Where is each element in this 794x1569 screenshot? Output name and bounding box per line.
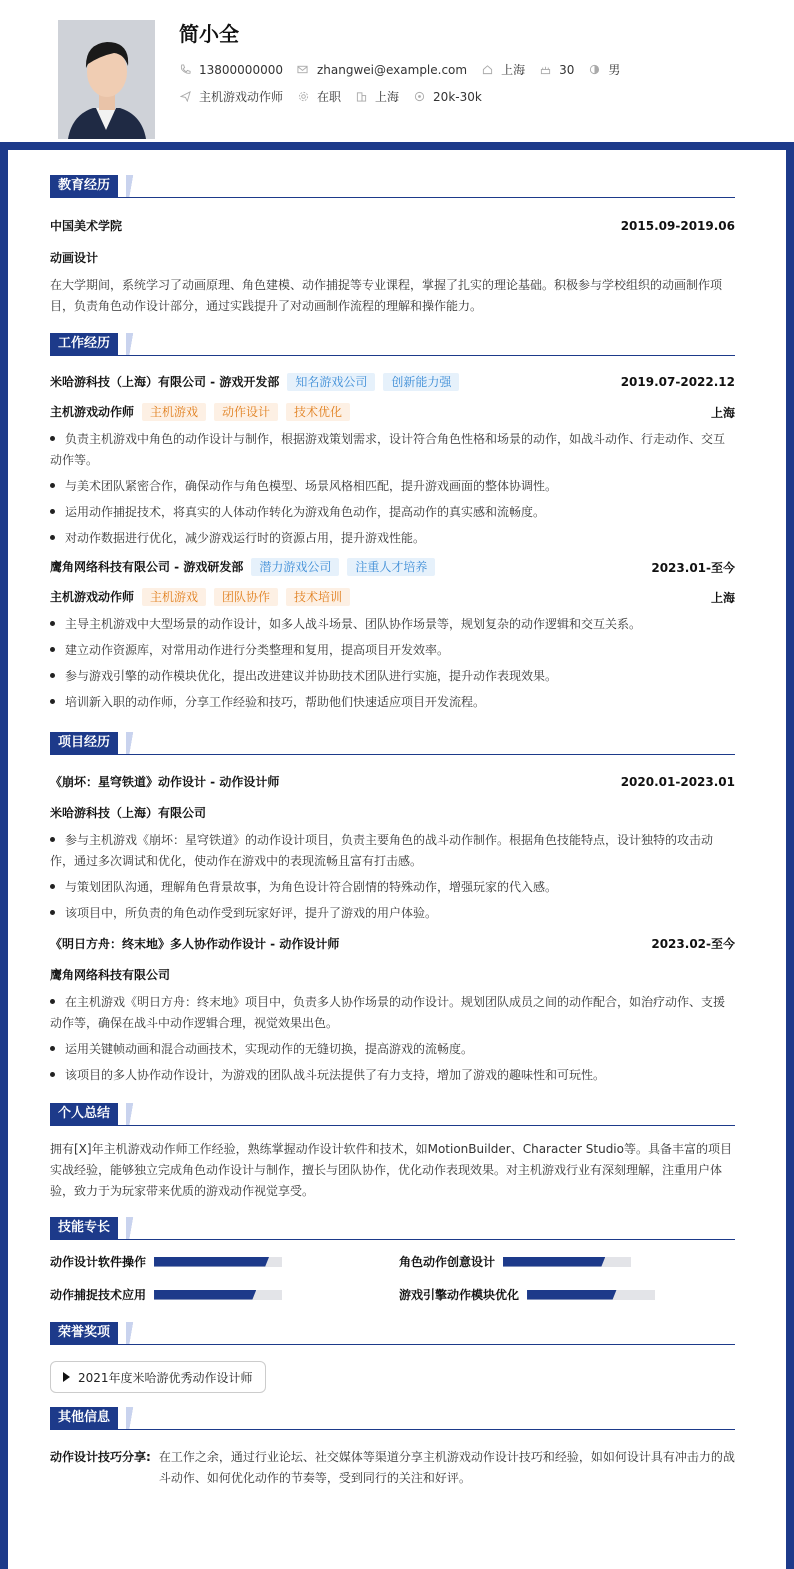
- role-tag: 技术培训: [286, 588, 350, 606]
- skill-item: [399, 1286, 735, 1303]
- status-text: 在职: [317, 90, 342, 104]
- company-tag: 创新能力强: [383, 373, 459, 391]
- honors-list: [50, 1361, 735, 1393]
- gender-icon: [588, 64, 600, 76]
- skill-item: [50, 1286, 399, 1303]
- company-name: 米哈游科技（上海）有限公司 - 游戏开发部: [50, 375, 280, 389]
- education-period: 2015.09-2019.06: [620, 218, 735, 233]
- project-title: 《崩坏：星穹铁道》动作设计 - 动作设计师: [50, 775, 280, 789]
- email-info: [297, 63, 467, 77]
- resume-header: [0, 0, 794, 150]
- list-item: 该项目中，所负责的角色动作受到玩家好评，提升了游戏的用户体验。: [50, 903, 735, 924]
- project-company: 米哈游科技（上海）有限公司: [50, 806, 207, 820]
- list-item: 运用关键帧动画和混合动画技术，实现动作的无缝切换，提高游戏的流畅度。: [50, 1039, 735, 1060]
- skills-section-title: [50, 1218, 735, 1240]
- company-tag: 注重人才培养: [347, 558, 435, 576]
- list-item: 对动作数据进行优化，减少游戏运行时的资源占用，提升游戏性能。: [50, 528, 735, 549]
- work-entry-header: [50, 373, 735, 391]
- list-item: 在主机游戏《明日方舟：终末地》项目中，负责多人协作场景的动作设计。规划团队成员之间的动作配合，如治疗动作、支援动作等，确保在战斗中动作逻辑合理，视觉效果出色。: [50, 995, 726, 1030]
- work-period: 2023.01-至今: [651, 560, 735, 575]
- education-title-label: 教育经历: [50, 175, 118, 197]
- target-city-info: [355, 88, 399, 105]
- honors-section-title: [50, 1323, 735, 1345]
- title-decoration: [126, 1407, 140, 1429]
- project-company: 鹰角网络科技有限公司: [50, 968, 171, 982]
- skill-item: [50, 1253, 399, 1270]
- other-section-title: [50, 1408, 735, 1430]
- work-location: 上海: [710, 405, 735, 420]
- summary-section-title: [50, 1104, 735, 1126]
- skill-bar-fill: [503, 1257, 605, 1267]
- building-icon: [355, 91, 367, 103]
- status-info: [297, 88, 341, 105]
- project-bullets: [50, 830, 735, 924]
- list-item: 参与游戏引擎的动作模块优化，提出改进建议并协助技术团队进行实施，提升动作表现效果。: [50, 666, 735, 687]
- skill-bar-fill: [154, 1257, 269, 1267]
- other-info-row: [50, 1447, 735, 1489]
- list-item: 与美术团队紧密合作，确保动作与角色模型、场景风格相匹配，提升游戏画面的整体协调性。: [50, 476, 735, 497]
- honors-title-label: 荣誉奖项: [50, 1322, 118, 1344]
- coin-icon: [413, 91, 425, 103]
- skill-bar: [154, 1257, 282, 1267]
- role-tag: 团队协作: [214, 588, 278, 606]
- list-item: 负责主机游戏中角色的动作设计与制作，根据游戏策划需求，设计符合角色性格和场景的动作，如战斗动作、行走动作、交互动作等。: [50, 432, 726, 467]
- company-line: [50, 373, 459, 391]
- gear-icon: [297, 91, 309, 103]
- education-section-title: [50, 176, 735, 198]
- work-section-title: [50, 334, 735, 356]
- skill-name: 动作捕捉技术应用: [50, 1288, 147, 1302]
- play-icon: [63, 1372, 70, 1382]
- city-info: [481, 61, 525, 78]
- target-city-text: 上海: [375, 90, 400, 104]
- skills-title-label: 技能专长: [50, 1217, 118, 1239]
- candidate-name: 简小全: [179, 22, 239, 46]
- education-header: [50, 217, 735, 234]
- list-item: 建立动作资源库，对常用动作进行分类整理和复用，提高项目开发效率。: [50, 640, 735, 661]
- work-location: 上海: [710, 590, 735, 605]
- portrait-image: [58, 20, 155, 139]
- skill-bar-fill: [527, 1290, 617, 1300]
- skill-item: [399, 1253, 735, 1270]
- position-info: [179, 88, 283, 105]
- title-decoration: [126, 1217, 140, 1239]
- contact-row: [179, 61, 634, 78]
- title-decoration: [126, 732, 140, 754]
- phone-text: 13800000000: [199, 62, 283, 77]
- email-text: zhangwei@example.com: [316, 62, 468, 77]
- projects-section-title: [50, 733, 735, 755]
- skill-bar: [527, 1290, 655, 1300]
- company-line: [50, 558, 435, 576]
- work-role-line: [50, 403, 735, 421]
- send-icon: [179, 91, 191, 103]
- award-item: [50, 1361, 266, 1393]
- title-decoration: [126, 175, 140, 197]
- project-header: [50, 773, 735, 790]
- projects-title-label: 项目经历: [50, 732, 118, 754]
- award-text: 2021年度米哈游优秀动作设计师: [78, 1370, 253, 1385]
- project-bullets: [50, 992, 735, 1086]
- phone-info: [179, 63, 283, 77]
- work-entry: [50, 373, 735, 549]
- skill-bar-fill: [154, 1290, 256, 1300]
- role-name: 主机游戏动作师: [50, 590, 135, 604]
- cake-icon: [539, 64, 551, 76]
- work-role-line: [50, 588, 735, 606]
- role-tag: 动作设计: [214, 403, 278, 421]
- work-bullets: [50, 614, 735, 713]
- list-item: 该项目的多人协作动作设计，为游戏的团队战斗玩法提供了有力支持，增加了游戏的趣味性和可玩性。: [50, 1065, 735, 1086]
- phone-icon: [179, 64, 191, 76]
- company-tag: 知名游戏公司: [287, 373, 375, 391]
- title-decoration: [126, 333, 140, 355]
- list-item: 与策划团队沟通，理解角色背景故事，为角色设计符合剧情的特殊动作，增强玩家的代入感。: [50, 877, 735, 898]
- gender-text: 男: [608, 63, 621, 77]
- education-description: 在大学期间，系统学习了动画原理、角色建模、动作捕捉等专业课程，掌握了扎实的理论基础。积极参与学校组织的动画制作项目，负责角色动作设计部分，通过实践提升了对动画制作流程的理解和操作能力。: [50, 278, 723, 313]
- title-decoration: [126, 1103, 140, 1125]
- list-item: 参与主机游戏《崩坏：星穹铁道》的动作设计项目，负责主要角色的战斗动作制作。根据角色技能特点，设计独特的攻击动作，通过多次调试和优化，使动作在游戏中的表现流畅且富有打击感。: [50, 833, 714, 868]
- role-line: [50, 588, 350, 606]
- role-line: [50, 403, 350, 421]
- role-tag: 主机游戏: [142, 403, 206, 421]
- title-decoration: [126, 1322, 140, 1344]
- other-info-key: 动作设计技巧分享:: [50, 1450, 151, 1464]
- company-name: 鹰角网络科技有限公司 - 游戏研发部: [50, 560, 244, 574]
- gender-info: [588, 61, 620, 78]
- list-item: 主导主机游戏中大型场景的动作设计，如多人战斗场景、团队协作场景等，规划复杂的动作逻辑和交互关系。: [50, 614, 735, 635]
- city-text: 上海: [501, 63, 526, 77]
- salary-text: 20k-30k: [433, 89, 482, 104]
- skill-bar: [154, 1290, 282, 1300]
- mail-icon: [297, 64, 309, 76]
- project-period: 2023.02-至今: [651, 937, 735, 951]
- company-tag: 潜力游戏公司: [251, 558, 339, 576]
- project-entry: [50, 773, 735, 924]
- project-title: 《明日方舟：终末地》多人协作动作设计 - 动作设计师: [50, 937, 340, 951]
- list-item: 运用动作捕捉技术，将真实的人体动作转化为游戏角色动作，提高动作的真实感和流畅度。: [50, 502, 735, 523]
- skill-name: 动作设计软件操作: [50, 1255, 147, 1269]
- role-name: 主机游戏动作师: [50, 405, 135, 419]
- summary-text: 拥有[X]年主机游戏动作师工作经验，熟练掌握动作设计软件和技术，如MotionBuilder、Character Studio等。具备丰富的项目实战经验，能够独立完成角色动作设计与制作，擅长与团队协作，优化动作表现效果。对主机游戏行业有深刻理解，注重用户体验，致力于为玩家带来优质的游戏动作视觉享受。: [50, 1142, 732, 1198]
- work-entry-header: [50, 558, 735, 576]
- skill-name: 游戏引擎动作模块优化: [399, 1288, 520, 1302]
- project-entry: [50, 935, 735, 1086]
- work-period: 2019.07-2022.12: [620, 375, 735, 389]
- skills-grid: [50, 1253, 735, 1303]
- project-header: [50, 935, 735, 952]
- project-period: 2020.01-2023.01: [620, 774, 735, 789]
- age-text: 30: [559, 62, 575, 77]
- work-entry: [50, 558, 735, 713]
- profile-photo: [58, 20, 155, 139]
- work-title-label: 工作经历: [50, 333, 118, 355]
- role-tag: 技术优化: [286, 403, 350, 421]
- list-item: 培训新入职的动作师，分享工作经验和技巧，帮助他们快速适应项目开发流程。: [50, 692, 735, 713]
- summary-title-label: 个人总结: [50, 1103, 118, 1125]
- work-bullets: [50, 429, 735, 549]
- role-tag: 主机游戏: [142, 588, 206, 606]
- other-title-label: 其他信息: [50, 1407, 118, 1429]
- skill-name: 角色动作创意设计: [399, 1255, 496, 1269]
- skill-bar: [503, 1257, 631, 1267]
- school-name: 中国美术学院: [50, 219, 123, 233]
- salary-info: [413, 90, 482, 104]
- home-icon: [481, 64, 493, 76]
- position-text: 主机游戏动作师: [199, 90, 284, 104]
- job-intent-row: [179, 88, 496, 105]
- major-name: 动画设计: [50, 251, 99, 265]
- other-info-value: 在工作之余，通过行业论坛、社交媒体等渠道分享主机游戏动作设计技巧和经验，如如何设计具有冲击力的战斗动作、如何优化动作的节奏等，受到同行的关注和好评。: [158, 1450, 735, 1485]
- resume-content: [50, 158, 735, 1489]
- age-info: [539, 63, 574, 77]
